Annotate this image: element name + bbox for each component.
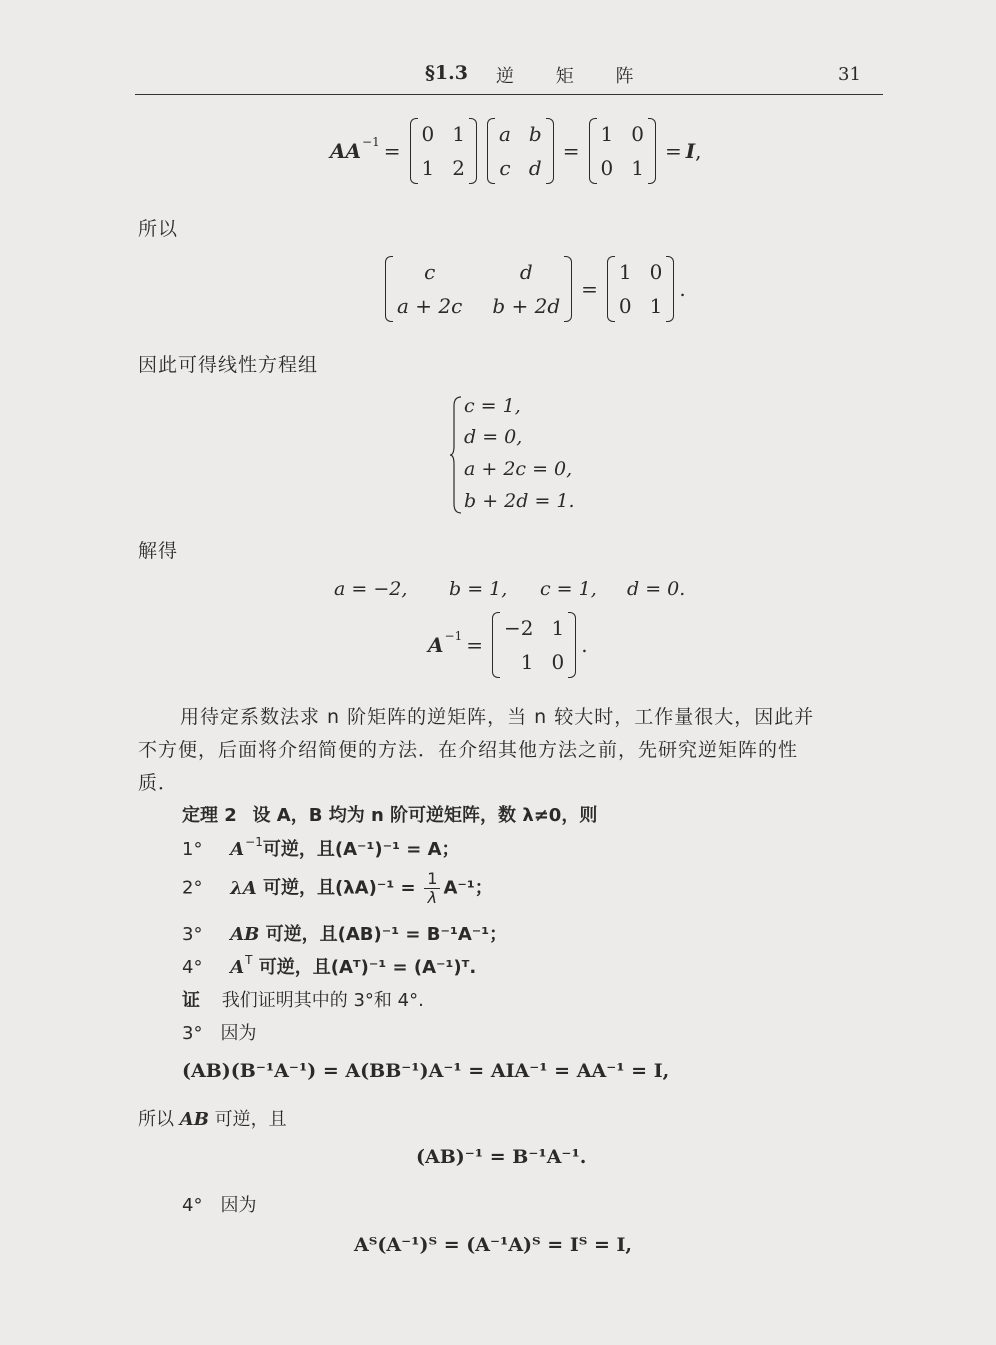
theorem-item-3 — [182, 920, 507, 946]
m-cell: 0 — [631, 122, 644, 146]
equation-a-inverse — [428, 612, 588, 678]
matrix-abcd — [487, 118, 554, 184]
item-var: A — [230, 839, 245, 860]
theorem-item-2 — [182, 870, 493, 907]
eq2-equals: = — [581, 277, 598, 301]
m-cell: 2 — [452, 156, 465, 180]
para-line-1: 用待定系数法求 n 阶矩阵的逆矩阵，当 n 较大时，工作量很大，因此并 — [180, 706, 815, 728]
solution-a: a = −2, — [334, 578, 408, 600]
m-cell: 1 — [649, 294, 663, 318]
m-cell: 0 — [421, 122, 435, 146]
matrix-cd — [385, 256, 572, 322]
frac-den: λ — [427, 888, 438, 907]
eq1-rhs: I — [685, 139, 696, 163]
system-line-4: b + 2d = 1. — [464, 490, 575, 512]
item-text: 可逆，且(A⁻¹)⁻¹ = A； — [262, 839, 460, 860]
theorem-item-4 — [182, 953, 476, 979]
eq1-lhs-sup: −1 — [362, 135, 380, 149]
item-num: 4° — [182, 957, 203, 978]
so2-post: 可逆，且 — [214, 1109, 287, 1130]
inv-equals: = — [466, 633, 483, 657]
text-suoyi-1: 所以 — [138, 218, 179, 240]
matrix-01-12 — [410, 118, 477, 184]
left-brace — [450, 396, 462, 514]
m-cell: 1 — [551, 616, 565, 640]
eq1-equals-3: = — [664, 139, 682, 163]
inv-var: A — [428, 633, 444, 657]
equation-ab-product: (AB)(B⁻¹A⁻¹) = A(BB⁻¹)A⁻¹ = AIA⁻¹ = AA⁻¹ = I, — [182, 1060, 670, 1082]
header-rule — [135, 94, 883, 95]
eq1-lhs: AA — [330, 139, 362, 163]
para-line-2: 不方便，后面将介绍简便的方法．在介绍其他方法之前，先研究逆矩阵的性 — [138, 739, 799, 761]
system-line-2: d = 0, — [464, 426, 523, 448]
m-cell: 0 — [618, 294, 632, 318]
item-var: AB — [230, 924, 260, 945]
eq1-equals-1: = — [383, 139, 401, 163]
eq1-equals-2: = — [562, 139, 580, 163]
m-cell: d — [519, 260, 533, 284]
m-cell: c — [424, 260, 436, 284]
m-cell: 1 — [631, 156, 644, 180]
m-cell: a — [498, 122, 511, 146]
m-cell: c — [499, 156, 511, 180]
proof-intro — [182, 986, 424, 1012]
m-cell: b + 2d — [492, 294, 561, 318]
equation-transpose: Aᵀ(A⁻¹)ᵀ = (A⁻¹A)ᵀ = Iᵀ = I, — [354, 1234, 633, 1256]
m-cell: 1 — [421, 156, 435, 180]
fraction-one-over-lambda — [424, 870, 440, 907]
theorem-statement — [182, 801, 597, 827]
m-cell: a + 2c — [397, 294, 463, 318]
proof-4-because: 4° 因为 — [182, 1195, 257, 1216]
item-num: 3° — [182, 924, 203, 945]
matrix-identity — [589, 118, 656, 184]
text-solve: 解得 — [138, 540, 179, 562]
m-cell: 0 — [551, 650, 565, 674]
proof-text: 我们证明其中的 3°和 4°. — [221, 990, 424, 1011]
eq1-end: , — [695, 139, 702, 163]
m-cell: b — [528, 122, 542, 146]
solution-b: b = 1, — [449, 578, 508, 600]
page-number: 31 — [838, 64, 861, 85]
frac-num: 1 — [424, 870, 440, 889]
item-var: λA — [230, 877, 257, 899]
theorem-item-1 — [182, 835, 460, 861]
proof-3-because: 3° 因为 — [182, 1023, 257, 1044]
matrix-identity-2 — [607, 256, 674, 322]
text-hence: 因此可得线性方程组 — [138, 354, 319, 376]
m-cell: 0 — [649, 260, 663, 284]
inv-sup: −1 — [444, 629, 463, 643]
system-line-1: c = 1, — [464, 395, 521, 417]
item-var: A — [230, 957, 245, 978]
running-title: 逆 矩 阵 — [496, 66, 652, 87]
item-num: 1° — [182, 839, 203, 860]
solution-c: c = 1, — [540, 578, 597, 600]
equation-aa-inverse — [330, 118, 701, 184]
para-line-3: 质． — [138, 772, 179, 794]
equation-matrix-product — [380, 256, 686, 322]
m-cell: 1 — [520, 650, 534, 674]
section-number: §1.3 — [425, 62, 468, 84]
m-cell: d — [528, 156, 542, 180]
m-cell: 1 — [600, 122, 614, 146]
theorem-text: 设 A，B 均为 n 阶可逆矩阵，数 λ≠0，则 — [252, 805, 598, 826]
item-sup: −1 — [245, 835, 263, 849]
item-text: 可逆，且(Aᵀ)⁻¹ = (A⁻¹)ᵀ. — [252, 957, 477, 978]
system-line-3: a + 2c = 0, — [464, 458, 573, 480]
m-cell: 1 — [618, 260, 632, 284]
proof-label: 证 — [182, 990, 200, 1011]
item-sup: T — [245, 953, 253, 967]
solution-d: d = 0. — [627, 578, 686, 600]
matrix-result — [492, 612, 576, 678]
item-post: A⁻¹； — [443, 877, 493, 899]
item-text: 可逆，且(λA)⁻¹ = — [256, 877, 416, 899]
item-num: 2° — [182, 877, 203, 899]
so2-pre: 所以 — [138, 1109, 174, 1130]
text-suoyi-2 — [138, 1105, 287, 1131]
inv-end: . — [581, 633, 588, 657]
m-cell: 1 — [452, 122, 465, 146]
equation-ab-inverse: (AB)⁻¹ = B⁻¹A⁻¹. — [416, 1146, 587, 1168]
item-text: 可逆，且(AB)⁻¹ = B⁻¹A⁻¹； — [259, 924, 508, 945]
so2-var: AB — [179, 1109, 209, 1130]
theorem-label: 定理 2 — [182, 805, 237, 826]
m-cell: 0 — [600, 156, 614, 180]
m-cell: −2 — [504, 616, 534, 640]
eq2-end: . — [679, 277, 686, 301]
